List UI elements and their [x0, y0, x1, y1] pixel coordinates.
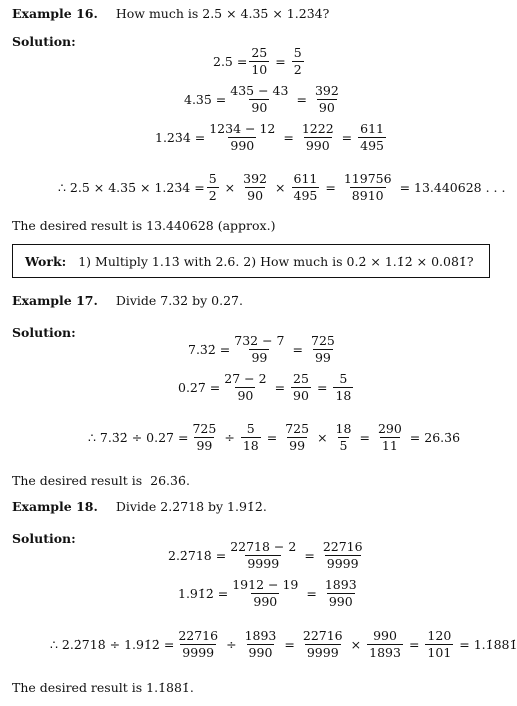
- equation-lhs: 4.35̇ =: [184, 92, 227, 107]
- example-18-solution-label: Solution:: [12, 531, 76, 546]
- example-17-solution-label: Solution:: [12, 325, 76, 340]
- fraction: $\frac{22716}{9999}$: [178, 628, 219, 660]
- ex17-equation-1: 7.3̇2̇ = $\frac{732 - 7}{99}$ = $\frac{725}{99}$: [188, 333, 335, 365]
- fraction: $\frac{725}{99}$: [285, 421, 310, 453]
- example-17-result: [12, 473, 190, 488]
- fraction: $\frac{27 - 2}{90}$: [224, 371, 267, 403]
- example-17-question: Divide 7.3̇2̇ by 0.27̇.: [115, 293, 243, 308]
- example-18-question: Divide 2.2̇718̇ by 1.91̇2̇.: [115, 499, 267, 514]
- equation-lhs: ∴ 2.5 × 4.35̇ × 1.23̇4̇ =: [58, 180, 205, 195]
- example-18-result: The desired result is 1.1̇881̇.: [12, 680, 194, 695]
- fraction: $\frac{5}{18}$: [242, 421, 259, 453]
- fraction: $\frac{1912 - 19}{990}$: [232, 577, 299, 609]
- fraction: $\frac{22716}{9999}$: [322, 539, 363, 571]
- equation-lhs: ∴ 2.2̇718̇ ÷ 1.91̇2̇ =: [50, 637, 175, 652]
- ex18-equation-2: 1.91̇2̇ = $\frac{1912 - 19}{990}$ = $\frac{1893}{990}$: [178, 577, 357, 609]
- fraction: $\frac{18}{5}$: [335, 421, 352, 453]
- ex16-equation-2: 4.35̇ = $\frac{435 - 43}{90}$ = $\frac{392}{90}$: [184, 83, 339, 115]
- example-17-heading: Example 17.: [12, 293, 98, 308]
- result-prefix: The desired result is: [12, 473, 143, 488]
- example-16-heading: Example 16.: [12, 6, 98, 21]
- fraction: $\frac{611}{495}$: [360, 121, 385, 153]
- example-16-question: How much is 2.5 × 4.35̇ × 1.23̇4̇?: [115, 6, 330, 21]
- equation-lhs: 2.5 =: [213, 54, 248, 69]
- fraction: $\frac{119756}{8910}$: [343, 171, 392, 203]
- fraction: $\frac{1893}{990}$: [244, 628, 277, 660]
- equation-lhs: 1.23̇4̇ =: [155, 130, 206, 145]
- example-16-solution-label: Solution:: [12, 34, 76, 49]
- fraction: $\frac{392}{90}$: [314, 83, 339, 115]
- example-18-heading: Example 18.: [12, 499, 98, 514]
- fraction: $\frac{1893}{990}$: [324, 577, 357, 609]
- ex18-equation-3: ∴ 2.2̇718̇ ÷ 1.91̇2̇ = $\frac{22716}{9999}$ ÷ $\frac{1893}{990}$ = $\frac{22716}{9999}$ × $\frac{990}{1893}$ = $\frac{120}{101}$ = 1.1̇881̇: [50, 628, 517, 660]
- ex16-equation-4: ∴ 2.5 × 4.35̇ × 1.23̇4̇ = $\frac{5}{2}$ × $\frac{392}{90}$ × $\frac{611}{495}$ = $\frac{119756}{8910}$ = 13.440628 . . .: [58, 171, 506, 203]
- ex16-equation-3: 1.23̇4̇ = $\frac{1234 - 12}{990}$ = $\frac{1222}{990}$ = $\frac{611}{495}$: [155, 121, 385, 153]
- example-18-header: [12, 499, 267, 514]
- fraction: $\frac{120}{101}$: [427, 628, 452, 660]
- example-16-result: The desired result is 13.440628 (approx.): [12, 218, 276, 233]
- result-value: 26.3̇6̇.: [150, 473, 190, 488]
- work-box: [12, 244, 490, 278]
- fraction: $\frac{990}{1893}$: [369, 628, 401, 660]
- fraction: $\frac{5}{18}$: [335, 371, 352, 403]
- equation-lhs: 7.3̇2̇ =: [188, 342, 231, 357]
- equation-lhs: ∴ 7.3̇2̇ ÷ 0.27̇ =: [88, 430, 189, 445]
- equation-lhs: 1.91̇2̇ =: [178, 586, 229, 601]
- fraction: $\frac{22716}{9999}$: [302, 628, 343, 660]
- fraction: $\frac{25}{10}$: [251, 45, 268, 77]
- example-16-header: [12, 6, 329, 21]
- fraction: $\frac{435 - 43}{90}$: [230, 83, 289, 115]
- fraction: $\frac{725}{99}$: [192, 421, 217, 453]
- example-17-header: [12, 293, 243, 308]
- ex17-equation-3: ∴ 7.3̇2̇ ÷ 0.27̇ = $\frac{725}{99}$ ÷ $\frac{5}{18}$ = $\frac{725}{99}$ × $\frac{18}{5}$ = $\frac{290}{11}$ = 26.3̇6̇: [88, 421, 461, 453]
- fraction: $\frac{5}{2}$: [208, 171, 217, 203]
- fraction: $\frac{1222}{990}$: [301, 121, 334, 153]
- fraction: $\frac{611}{495}$: [293, 171, 318, 203]
- ex16-equation-1: 2.5 = $\frac{25}{10}$ = $\frac{5}{2}$: [213, 45, 302, 77]
- equation-lhs: 0.27̇ =: [178, 380, 221, 395]
- fraction: $\frac{290}{11}$: [377, 421, 402, 453]
- fraction: $\frac{732 - 7}{99}$: [234, 333, 285, 365]
- ex17-equation-2: 0.27̇ = $\frac{27 - 2}{90}$ = $\frac{25}{90}$ = $\frac{5}{18}$: [178, 371, 352, 403]
- fraction: $\frac{5}{2}$: [293, 45, 302, 77]
- fraction: $\frac{22718 - 2}{9999}$: [230, 539, 297, 571]
- work-label: Work:: [25, 253, 67, 269]
- fraction: $\frac{725}{99}$: [311, 333, 335, 365]
- ex18-equation-1: 2.2̇718̇ = $\frac{22718 - 2}{9999}$ = $\frac{22716}{9999}$: [168, 539, 363, 571]
- fraction: $\frac{392}{90}$: [243, 171, 268, 203]
- fraction: $\frac{1234 - 12}{990}$: [209, 121, 276, 153]
- equation-lhs: 2.2̇718̇ =: [168, 548, 227, 563]
- fraction: $\frac{25}{90}$: [293, 371, 309, 403]
- work-text: 1) Multiply 1.13̇ with 2.6. 2) How much is 0.2̇ × 1.1̇2̇ × 0.08̇1̇?: [78, 253, 474, 269]
